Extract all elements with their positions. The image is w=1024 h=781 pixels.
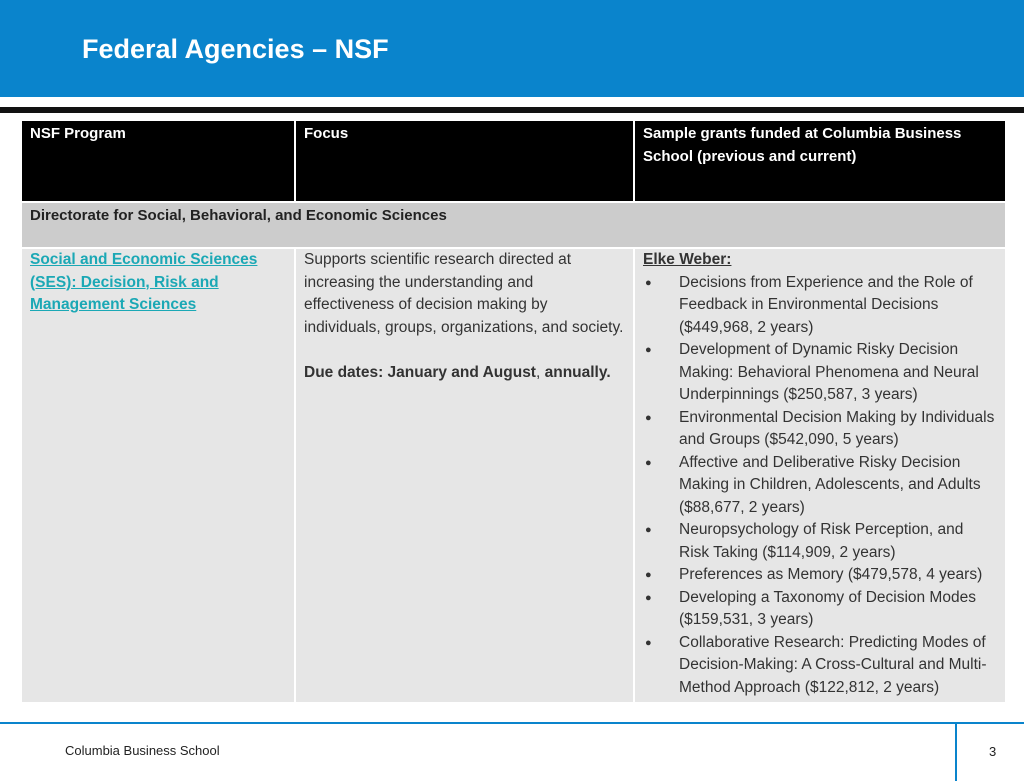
- list-item: ● Developing a Taxonomy of Decision Modes ($159,531, 3 years): [645, 588, 976, 628]
- grantee-name: Elke Weber:: [643, 251, 732, 268]
- bullet-icon: ●: [645, 524, 652, 536]
- header-sample-grants: Sample grants funded at Columbia Business School (previous and current): [635, 121, 1005, 201]
- focus-description: Supports scientific research directed at increasing the understanding and effectiveness of decision making by individuals, groups, organizations, and society.: [304, 251, 624, 336]
- list-item: ● Preferences as Memory ($479,578, 4 years): [643, 564, 997, 587]
- bullet-icon: ●: [645, 276, 652, 289]
- section-directorate: Directorate for Social, Behavioral, and Economic Sciences: [22, 203, 1005, 247]
- due-dates-suffix: annually.: [540, 363, 611, 381]
- list-item: ● Neuropsychology of Risk Perception, and Risk Taking ($114,909, 2 years): [645, 521, 964, 561]
- list-item: ● Collaborative Research: Predicting Modes of Decision-Making: A Cross-Cultural and Multi-Method Approach ($122,812, 2 years): [645, 633, 987, 696]
- title-divider: [0, 107, 1024, 113]
- footer-divider: [0, 722, 1024, 724]
- bullet-icon: ●: [645, 636, 652, 649]
- list-item: ● Development of Dynamic Risky Decision Making: Behavioral Phenomena and Neural Underpinnings ($250,587, 3 years): [645, 341, 979, 403]
- grant-list: [643, 272, 997, 700]
- program-cell: [22, 249, 294, 702]
- list-item: ● Affective and Deliberative Risky Decision Making in Children, Adolescents, and Adults ($88,677, 2 years): [645, 453, 981, 516]
- list-item: ● Decisions from Experience and the Role of Feedback in Environmental Decisions ($449,968, 2 years): [645, 273, 973, 336]
- bullet-icon: ●: [645, 411, 652, 424]
- footer-school-name: Columbia Business School: [65, 743, 220, 758]
- due-dates-separator: ,: [535, 363, 541, 381]
- due-dates: [304, 362, 625, 385]
- due-dates-label: Due dates: January and August: [304, 363, 536, 381]
- grants-cell: [635, 249, 1005, 702]
- nsf-program-table: [22, 121, 1005, 702]
- slide-title: Federal Agencies – NSF: [82, 34, 389, 64]
- bullet-icon: ●: [645, 456, 652, 469]
- bullet-icon: ●: [645, 344, 652, 356]
- program-link[interactable]: Social and Economic Sciences (SES): Decision, Risk and Management Sciences: [30, 251, 258, 313]
- page-number: 3: [989, 744, 997, 759]
- header-nsf-program: NSF Program: [22, 121, 294, 201]
- bullet-icon: ●: [645, 569, 652, 581]
- list-item: ● Environmental Decision Making by Individuals and Groups ($542,090, 5 years): [645, 408, 995, 448]
- footer-vertical-divider: [955, 724, 957, 781]
- bullet-icon: ●: [645, 591, 652, 604]
- focus-cell: [296, 249, 633, 702]
- header-focus: Focus: [296, 121, 633, 201]
